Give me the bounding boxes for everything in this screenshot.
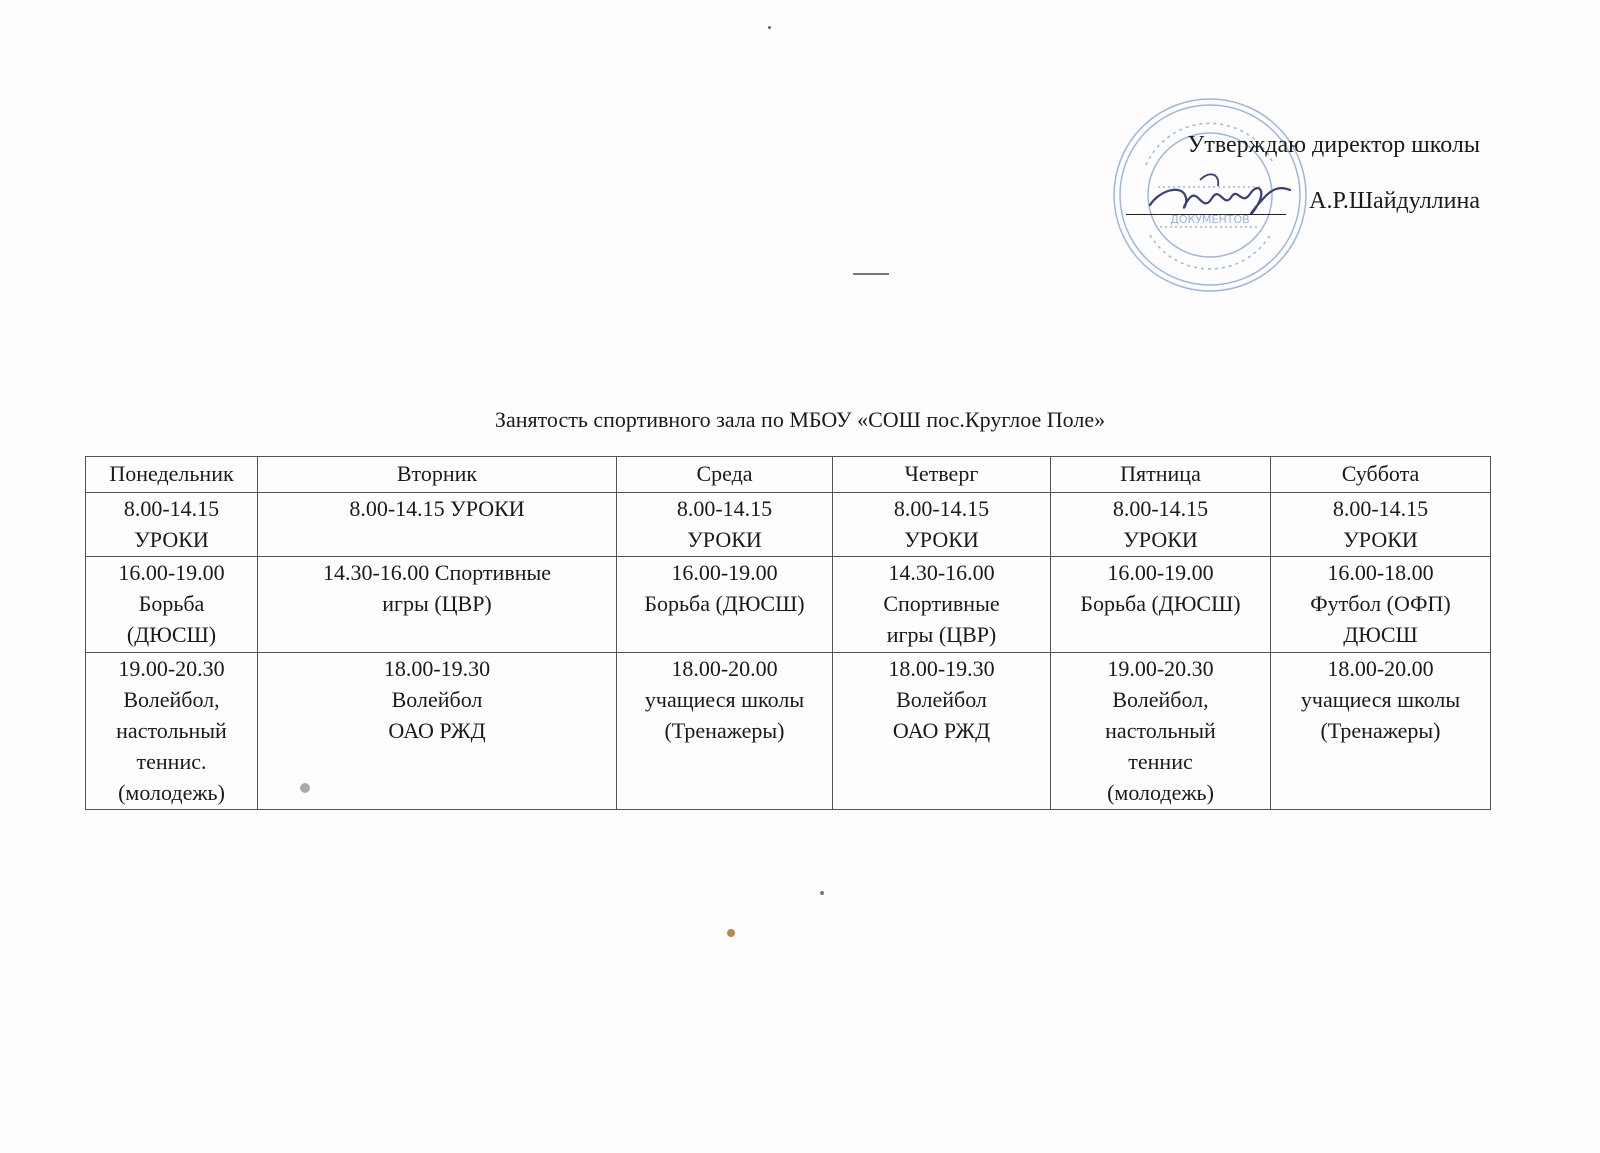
cell-line: ДЮСШ: [1343, 622, 1418, 647]
cell-line: УРОКИ: [1123, 527, 1198, 552]
table-cell: [617, 653, 833, 810]
cell-line: (молодежь): [1107, 780, 1214, 805]
scan-speck: [768, 26, 771, 29]
cell-line: (ДЮСШ): [126, 622, 217, 647]
table-row: [86, 493, 1491, 557]
cell-line: (Тренажеры): [664, 718, 785, 743]
cell-line: Борьба (ДЮСШ): [644, 591, 805, 616]
header-monday: Понедельник: [86, 457, 258, 493]
approval-heading: Утверждаю директор школы: [1187, 132, 1480, 158]
cell-line: (Тренажеры): [1320, 718, 1441, 743]
cell-line: ОАО РЖД: [388, 718, 486, 743]
table-cell: [258, 493, 617, 557]
scan-speck: [820, 891, 824, 895]
page-title: Занятость спортивного зала по МБОУ «СОШ пос.Круглое Поле»: [494, 407, 1106, 432]
cell-line: теннис.: [136, 749, 207, 774]
table-cell: [86, 557, 258, 653]
cell-line: 18.00-19.30: [888, 656, 995, 681]
cell-line: 19.00-20.30: [118, 656, 225, 681]
cell-line: 16.00-18.00: [1327, 560, 1434, 585]
cell-line: Волейбол: [896, 687, 987, 712]
table-cell: [1271, 493, 1491, 557]
cell-line: 14.30-16.00: [888, 560, 995, 585]
table-cell: [258, 653, 617, 810]
table-cell: [1271, 557, 1491, 653]
cell-line: игры (ЦВР): [886, 622, 997, 647]
cell-line: 8.00-14.15: [893, 496, 990, 521]
cell-line: 8.00-14.15: [1112, 496, 1209, 521]
table-row: [86, 557, 1491, 653]
header-wednesday: Среда: [617, 457, 833, 493]
director-name: А.Р.Шайдуллина: [1309, 188, 1480, 214]
cell-line: УРОКИ: [134, 527, 209, 552]
cell-line: Волейбол,: [123, 687, 220, 712]
cell-line: 18.00-19.30: [383, 656, 491, 681]
cell-line: игры (ЦВР): [382, 591, 492, 616]
cell-line: 16.00-19.00: [671, 560, 778, 585]
cell-line: 16.00-19.00: [118, 560, 225, 585]
table-header-row: [86, 457, 1491, 493]
cell-line: 8.00-14.15: [123, 496, 220, 521]
table-row: [86, 653, 1491, 810]
scan-speck: [727, 929, 735, 937]
cell-line: (молодежь): [118, 780, 225, 805]
scan-speck: [300, 783, 310, 793]
table-cell: [258, 557, 617, 653]
table-cell: [1051, 557, 1271, 653]
table-cell: [1271, 653, 1491, 810]
header-friday: Пятница: [1051, 457, 1271, 493]
header-saturday: Суббота: [1271, 457, 1491, 493]
cell-line: 14.30-16.00 Спортивные: [322, 560, 552, 585]
cell-line: 8.00-14.15: [1332, 496, 1429, 521]
cell-line: Футбол (ОФП): [1310, 591, 1451, 616]
cell-line: 16.00-19.00: [1107, 560, 1214, 585]
cell-line: 8.00-14.15: [676, 496, 773, 521]
cell-line: Борьба (ДЮСШ): [1080, 591, 1241, 616]
cell-line: учащиеся школы: [1300, 687, 1461, 712]
cell-line: ОАО РЖД: [892, 718, 991, 743]
table-cell: [1051, 653, 1271, 810]
table-cell: [617, 557, 833, 653]
signature-line: [1126, 214, 1286, 215]
cell-line: УРОКИ: [904, 527, 979, 552]
cell-line: 18.00-20.00: [671, 656, 778, 681]
cell-line: Борьба: [138, 591, 205, 616]
table-cell: [833, 493, 1051, 557]
table-cell: [86, 653, 258, 810]
cell-line: 8.00-14.15 УРОКИ: [349, 496, 525, 521]
cell-line: Волейбол: [391, 687, 483, 712]
stamp-text: ДОКУМЕНТОВ: [1170, 213, 1250, 226]
approval-block: [1100, 128, 1480, 328]
cell-line: 19.00-20.30: [1107, 656, 1214, 681]
table-cell: [86, 493, 258, 557]
cell-line: теннис: [1128, 749, 1193, 774]
cell-line: 18.00-20.00: [1327, 656, 1434, 681]
table-cell: [833, 557, 1051, 653]
scan-mark: [853, 273, 889, 275]
cell-line: настольный: [1105, 718, 1216, 743]
table-cell: [833, 653, 1051, 810]
cell-line: учащиеся школы: [644, 687, 805, 712]
header-tuesday: Вторник: [258, 457, 617, 493]
cell-line: УРОКИ: [687, 527, 762, 552]
schedule-table: [85, 456, 1491, 810]
cell-line: Волейбол,: [1112, 687, 1209, 712]
cell-line: УРОКИ: [1343, 527, 1418, 552]
table-cell: [617, 493, 833, 557]
cell-line: Спортивные: [883, 591, 1000, 616]
header-thursday: Четверг: [833, 457, 1051, 493]
table-cell: [1051, 493, 1271, 557]
cell-line: настольный: [116, 718, 227, 743]
